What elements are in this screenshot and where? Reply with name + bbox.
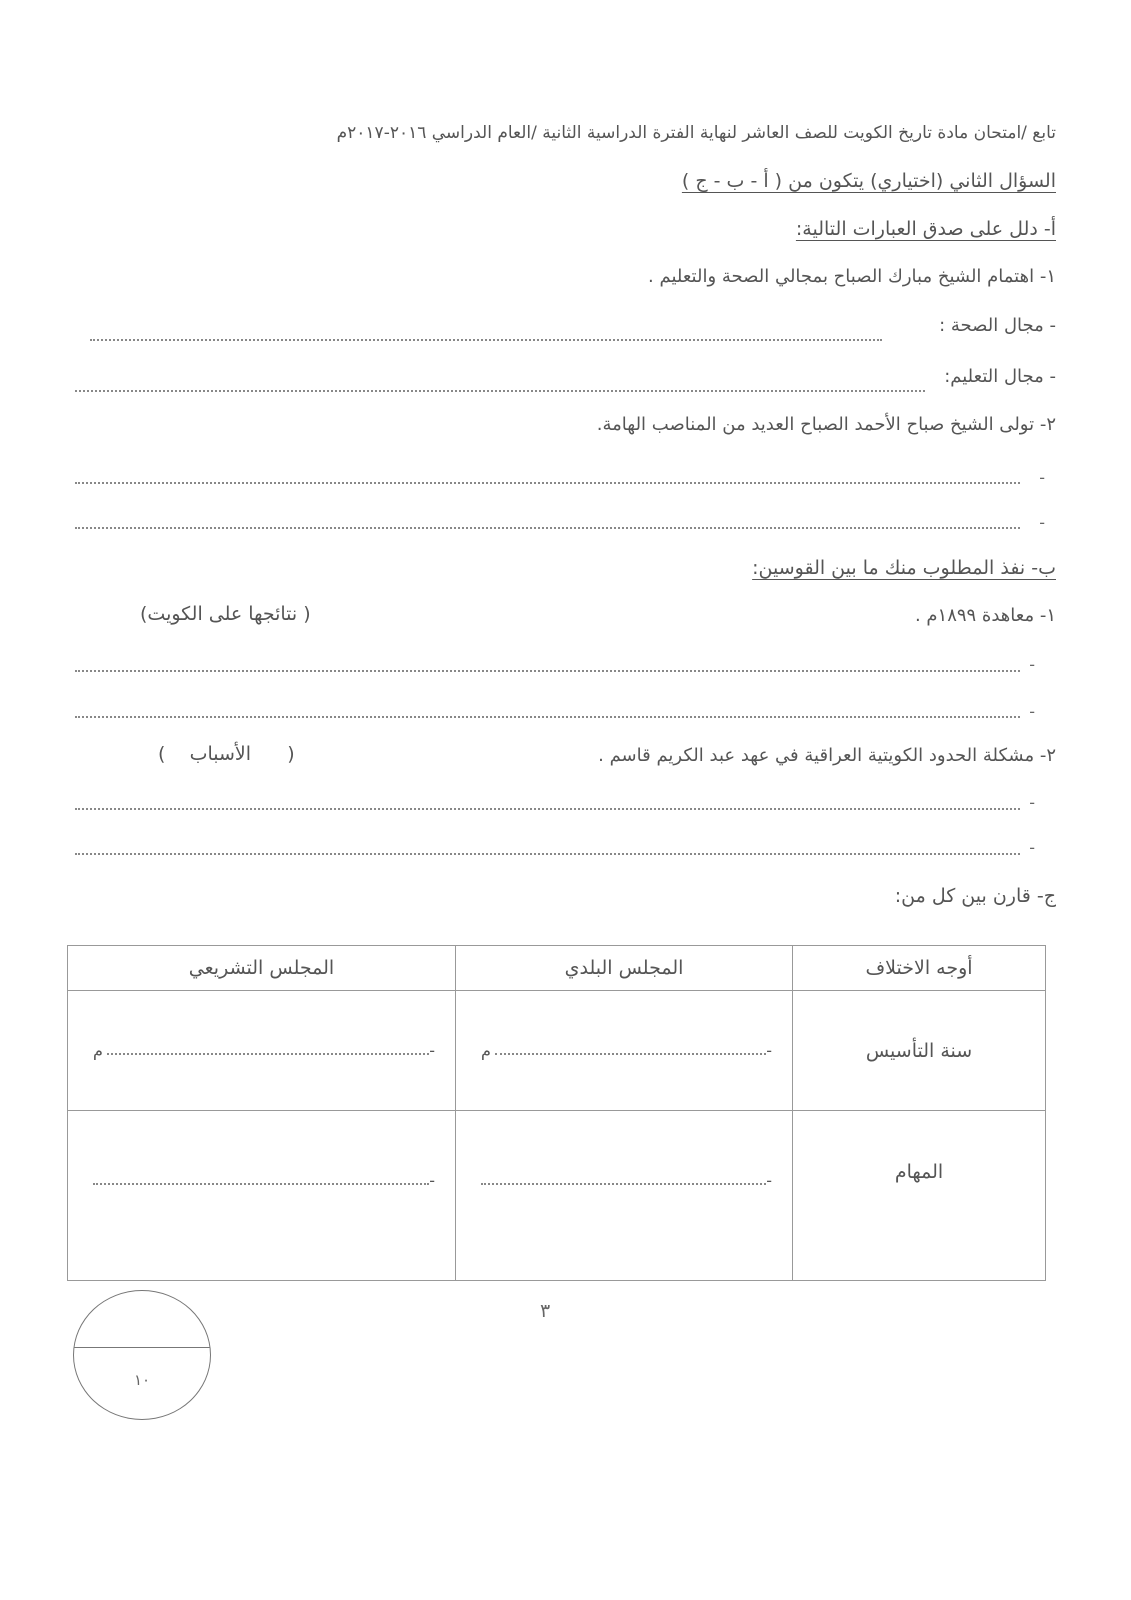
legislative-tasks-cell[interactable] xyxy=(68,1111,456,1281)
year-suffix: م xyxy=(93,1040,103,1060)
item-2-answer-line-2[interactable] xyxy=(75,527,1020,529)
question-title: السؤال الثاني (اختياري) يتكون من ( أ - ب - ج ) xyxy=(681,170,1056,192)
exam-header: تابع /امتحان مادة تاريخ الكويت للصف العاشر لنهاية الفترة الدراسية الثانية /العام الدراسي ٢٠١٦-٢٠١٧م xyxy=(336,123,1056,143)
answer-dash: - xyxy=(1039,468,1045,487)
part-a-item-2: ٢- تولى الشيخ صباح الأحمد الصباح العديد من المناصب الهامة. xyxy=(596,414,1056,435)
part-a-heading: أ- دلل على صدق العبارات التالية: xyxy=(795,218,1056,240)
treaty-answer-line-2[interactable] xyxy=(75,716,1020,718)
table-row xyxy=(68,1111,1046,1281)
answer-line[interactable]: - xyxy=(481,1171,772,1190)
part-b-heading: ب- نفذ المطلوب منك ما بين القوسين: xyxy=(752,557,1056,579)
score-total: ١٠ xyxy=(133,1371,151,1389)
part-b-item-2: ٢- مشكلة الحدود الكويتية العراقية في عهد عبد الكريم قاسم . xyxy=(598,745,1056,766)
header-legislative-council: المجلس التشريعي xyxy=(68,946,456,991)
answer-dash: - xyxy=(1029,838,1035,857)
part-b-item-2-task: ( الأسباب ) xyxy=(158,743,295,765)
education-field-label: - مجال التعليم: xyxy=(944,366,1056,387)
score-box xyxy=(73,1290,211,1420)
header-differences: أوجه الاختلاف xyxy=(793,946,1046,991)
row-label-tasks: المهام xyxy=(793,1111,1046,1281)
score-divider xyxy=(74,1347,210,1348)
treaty-answer-line-1[interactable] xyxy=(75,670,1020,672)
part-b-item-1: ١- معاهدة ١٨٩٩م . xyxy=(914,605,1056,626)
answer-dash: - xyxy=(1029,702,1035,721)
municipal-founding-year-cell[interactable] xyxy=(456,991,793,1111)
part-c-heading: ج- قارن بين كل من: xyxy=(894,885,1056,907)
year-suffix: م xyxy=(481,1040,491,1060)
row-label-founding-year: سنة التأسيس xyxy=(793,991,1046,1111)
table-row xyxy=(68,991,1046,1111)
header-municipal-council: المجلس البلدي xyxy=(456,946,793,991)
municipal-tasks-cell[interactable] xyxy=(456,1111,793,1281)
table-header-row xyxy=(68,946,1046,991)
part-a-item-1: ١- اهتمام الشيخ مبارك الصباح بمجالي الصحة والتعليم . xyxy=(648,266,1056,287)
answer-line[interactable]: م - xyxy=(481,1040,772,1060)
answer-line[interactable]: - xyxy=(93,1171,435,1190)
comparison-table xyxy=(67,945,1046,1281)
legislative-founding-year-cell[interactable] xyxy=(68,991,456,1111)
answer-line[interactable]: م - xyxy=(93,1040,435,1060)
health-field-label: - مجال الصحة : xyxy=(939,315,1056,336)
border-answer-line-2[interactable] xyxy=(75,853,1020,855)
part-b-item-1-task: ( نتائجها على الكويت) xyxy=(140,603,311,625)
border-answer-line-1[interactable] xyxy=(75,808,1020,810)
answer-dash: - xyxy=(1039,513,1045,532)
education-answer-line[interactable] xyxy=(75,390,925,392)
item-2-answer-line-1[interactable] xyxy=(75,482,1020,484)
page-number: ٣ xyxy=(540,1300,551,1322)
health-answer-line[interactable] xyxy=(90,339,882,341)
answer-dash: - xyxy=(1029,793,1035,812)
answer-dash: - xyxy=(1029,655,1035,674)
